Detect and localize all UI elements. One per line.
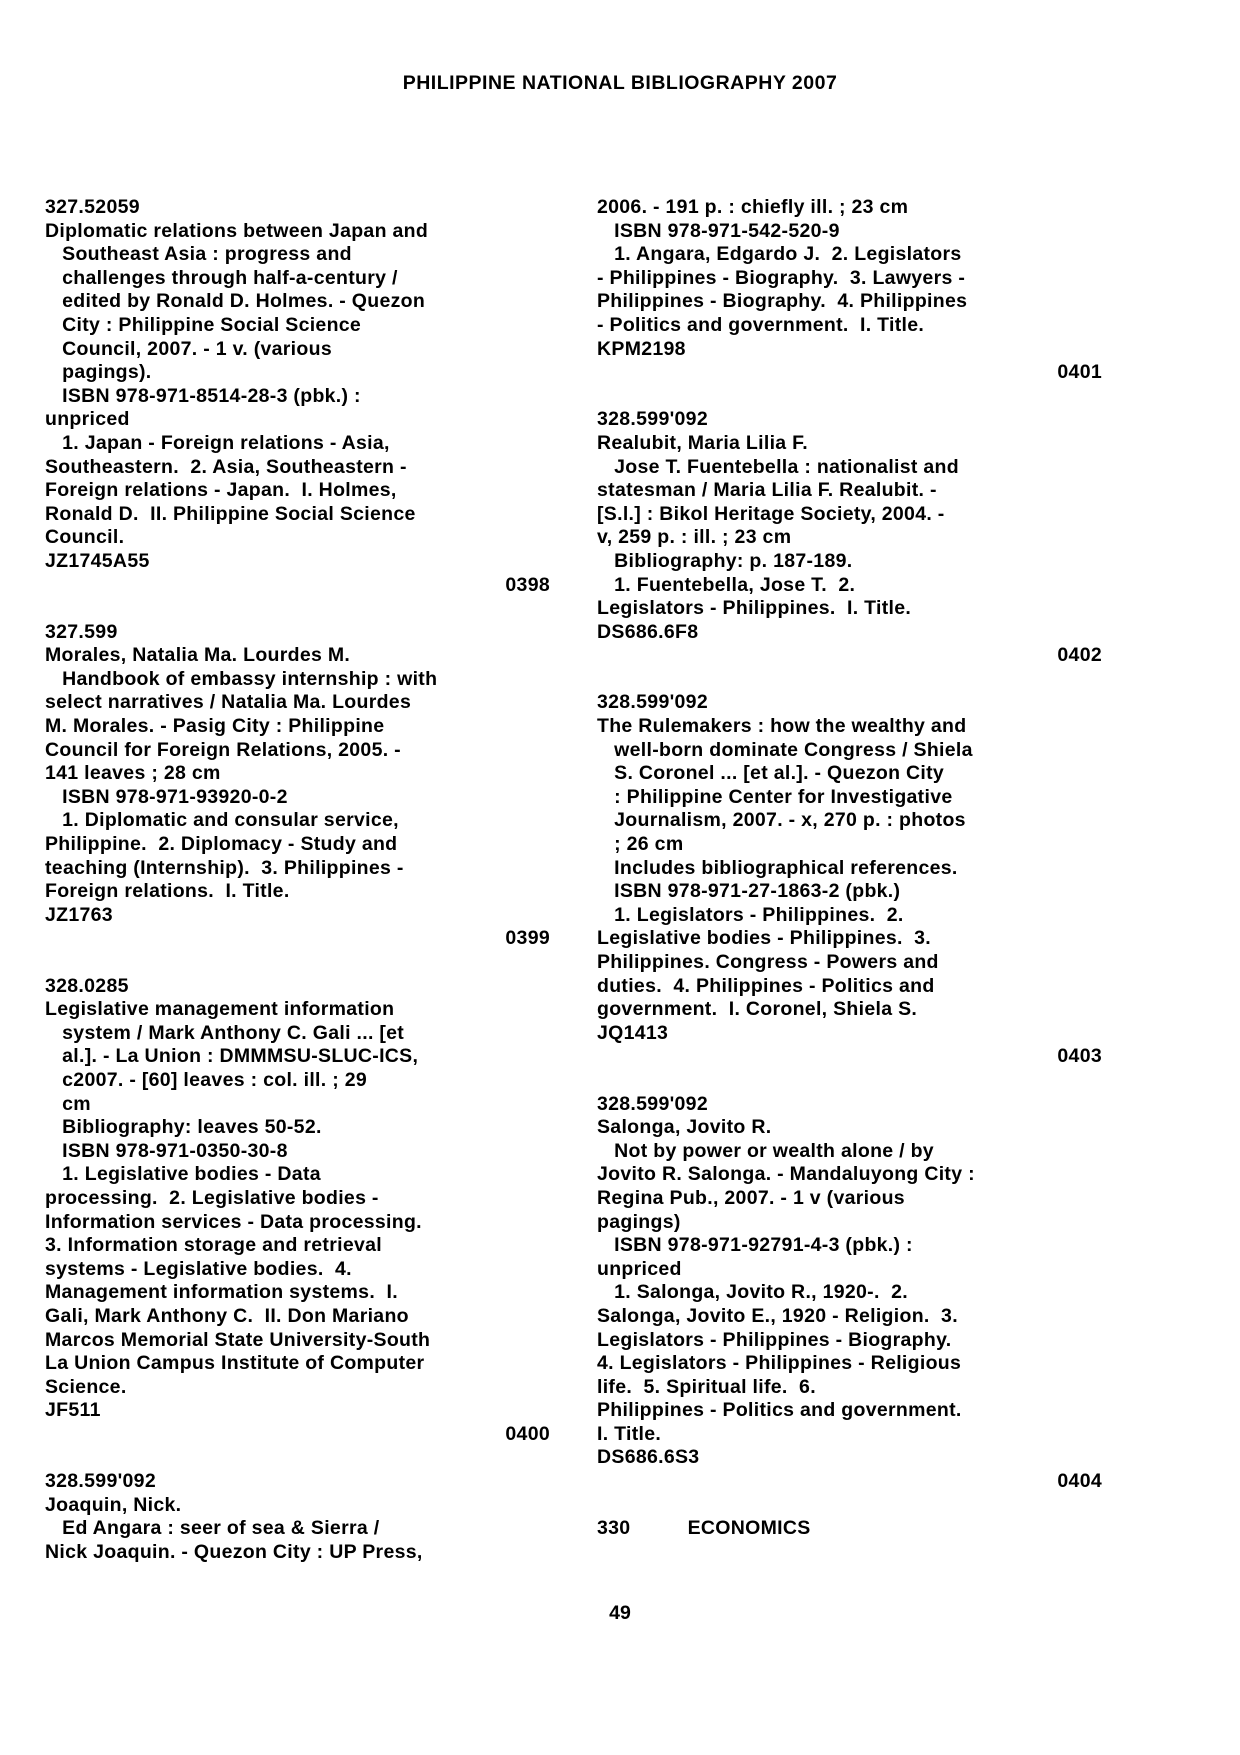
entry-line: pagings) <box>597 1210 681 1233</box>
entry-line: JQ1413 <box>597 1021 669 1044</box>
entry-line: 1. Legislative bodies - Data <box>45 1163 321 1186</box>
entry-line: Philippine. 2. Diplomacy - Study and <box>45 833 398 856</box>
entry-line: edited by Ronald D. Holmes. - Quezon <box>45 290 426 313</box>
entry-line: Not by power or wealth alone / by <box>597 1139 934 1162</box>
left-column <box>45 196 550 1564</box>
bibliography-entry <box>597 691 1102 1092</box>
entry-line: Council for Foreign Relations, 2005. - <box>45 738 401 761</box>
entry-line: processing. 2. Legislative bodies - <box>45 1186 379 1209</box>
entry-line: challenges through half-a-century / <box>45 266 398 289</box>
entry-line: Bibliography: p. 187-189. <box>597 549 853 572</box>
entry-spacer <box>597 1494 1102 1518</box>
entry-line: Salonga, Jovito E., 1920 - Religion. 3. <box>597 1304 958 1327</box>
bibliography-entry <box>597 408 1102 691</box>
entry-number: 0399 <box>505 927 550 950</box>
right-column <box>597 196 1102 1541</box>
entry-line: JZ1745A55 <box>45 549 150 572</box>
entry-classification: 328.599'092 <box>597 1092 708 1115</box>
entry-line: Science. <box>45 1375 127 1398</box>
entry-line: v, 259 p. : ill. ; 23 cm <box>597 526 792 549</box>
entry-line: Philippines - Politics and government. <box>597 1399 962 1422</box>
entry-line: - Politics and government. I. Title. <box>597 313 925 336</box>
entry-line: The Rulemakers : how the wealthy and <box>597 715 967 738</box>
entry-line: Foreign relations - Japan. I. Holmes, <box>45 479 397 502</box>
entry-line: duties. 4. Philippines - Politics and <box>597 974 935 997</box>
entry-line: : Philippine Center for Investigative <box>597 785 953 808</box>
entry-line: Foreign relations. I. Title. <box>45 880 290 903</box>
bibliography-entry <box>597 196 1102 408</box>
entry-classification: 328.0285 <box>45 974 129 997</box>
entry-line: DS686.6S3 <box>597 1446 700 1469</box>
entry-line: Joaquin, Nick. <box>45 1493 182 1516</box>
entry-line: 1. Angara, Edgardo J. 2. Legislators <box>597 243 962 266</box>
entry-line: ISBN 978-971-8514-28-3 (pbk.) : <box>45 384 361 407</box>
entry-line: life. 5. Spiritual life. 6. <box>597 1375 816 1398</box>
page-title: PHILIPPINE NATIONAL BIBLIOGRAPHY 2007 <box>402 72 838 94</box>
entry-line: JZ1763 <box>45 903 113 926</box>
entry-line: Regina Pub., 2007. - 1 v (various <box>597 1186 905 1209</box>
entry-line: Diplomatic relations between Japan and <box>45 219 429 242</box>
entry-line: unpriced <box>597 1257 682 1280</box>
entry-line: Morales, Natalia Ma. Lourdes M. <box>45 644 351 667</box>
entry-number: 0404 <box>1057 1470 1102 1493</box>
entry-classification: 328.599'092 <box>597 691 708 714</box>
entry-line: systems - Legislative bodies. 4. <box>45 1257 352 1280</box>
entry-line: Legislators - Philippines - Biography. <box>597 1328 952 1351</box>
entry-line: Jose T. Fuentebella : nationalist and <box>597 455 959 478</box>
entry-line: [S.l.] : Bikol Heritage Society, 2004. - <box>597 502 945 525</box>
bibliography-entry <box>45 196 550 621</box>
entry-line: cm <box>45 1092 91 1115</box>
entry-spacer <box>45 597 550 621</box>
entry-number: 0400 <box>505 1422 550 1445</box>
entry-line: well-born dominate Congress / Shiela <box>597 738 973 761</box>
entry-line: c2007. - [60] leaves : col. ill. ; 29 <box>45 1068 367 1091</box>
entry-line: Legislative management information <box>45 998 395 1021</box>
entry-line: La Union Campus Institute of Computer <box>45 1352 425 1375</box>
entry-number: 0402 <box>1057 644 1102 667</box>
entry-number: 0401 <box>1057 361 1102 384</box>
entry-line: City : Philippine Social Science <box>45 313 362 336</box>
entry-line: al.]. - La Union : DMMMSU-SLUC-ICS, <box>45 1045 419 1068</box>
entry-line: 1. Salonga, Jovito R., 1920-. 2. <box>597 1281 908 1304</box>
entry-classification: 328.599'092 <box>45 1470 156 1493</box>
entry-line: Council. <box>45 526 125 549</box>
entry-line: ISBN 978-971-92791-4-3 (pbk.) : <box>597 1234 913 1257</box>
entry-spacer <box>597 1069 1102 1093</box>
entry-line: Legislators - Philippines. I. Title. <box>597 597 912 620</box>
entry-spacer <box>45 1446 550 1470</box>
entry-classification: 328.599'092 <box>597 408 708 431</box>
entry-line: Philippines - Biography. 4. Philippines <box>597 290 968 313</box>
entry-line: ISBN 978-971-0350-30-8 <box>45 1139 288 1162</box>
entry-line: system / Mark Anthony C. Gali ... [et <box>45 1021 405 1044</box>
entry-line: Ronald D. II. Philippine Social Science <box>45 502 416 525</box>
entry-line: Council, 2007. - 1 v. (various <box>45 337 332 360</box>
entry-line: KPM2198 <box>597 337 686 360</box>
entry-line: pagings). <box>45 361 152 384</box>
entry-line: Ed Angara : seer of sea & Sierra / <box>45 1517 380 1540</box>
entry-line: ; 26 cm <box>597 833 684 856</box>
entry-line: ISBN 978-971-542-520-9 <box>597 219 840 242</box>
entry-line: unpriced <box>45 408 130 431</box>
entry-classification: 327.599 <box>45 620 118 643</box>
entry-classification: 2006. - 191 p. : chiefly ill. ; 23 cm <box>597 196 909 218</box>
entry-classification: 327.52059 <box>45 196 140 218</box>
entry-line: - Philippines - Biography. 3. Lawyers - <box>597 266 966 289</box>
page-number: 49 <box>609 1602 631 1624</box>
entry-line: Philippines. Congress - Powers and <box>597 951 939 973</box>
bibliography-entry <box>45 621 550 975</box>
section-heading: 330 ECONOMICS <box>597 1517 811 1540</box>
entry-line: JF511 <box>45 1399 101 1422</box>
entry-line: select narratives / Natalia Ma. Lourdes <box>45 691 412 714</box>
entry-line: 3. Information storage and retrieval <box>45 1234 382 1257</box>
entry-line: Legislative bodies - Philippines. 3. <box>597 927 932 950</box>
bibliography-entry <box>45 975 550 1470</box>
entry-spacer <box>597 385 1102 409</box>
entry-line: ISBN 978-971-27-1863-2 (pbk.) <box>597 880 901 903</box>
bibliography-entry <box>45 1470 550 1564</box>
entry-line: Management information systems. I. <box>45 1281 398 1304</box>
entry-line: 1. Diplomatic and consular service, <box>45 809 399 832</box>
entry-line: Gali, Mark Anthony C. II. Don Mariano <box>45 1304 409 1327</box>
entry-line: Nick Joaquin. - Quezon City : UP Press, <box>45 1540 423 1563</box>
entry-line: 1. Fuentebella, Jose T. 2. <box>597 573 856 596</box>
entry-line: Bibliography: leaves 50-52. <box>45 1116 322 1139</box>
entry-line: Handbook of embassy internship : with <box>45 667 438 690</box>
entry-line: Salonga, Jovito R. <box>597 1116 772 1139</box>
entry-line: Journalism, 2007. - x, 270 p. : photos <box>597 809 966 832</box>
entry-line: teaching (Internship). 3. Philippines - <box>45 856 404 879</box>
entry-line: Southeastern. 2. Asia, Southeastern - <box>45 455 407 478</box>
entry-line: statesman / Maria Lilia F. Realubit. - <box>597 479 937 502</box>
entry-line: ISBN 978-971-93920-0-2 <box>45 785 288 808</box>
entry-line: S. Coronel ... [et al.]. - Quezon City <box>597 762 945 785</box>
entry-line: Realubit, Maria Lilia F. <box>597 431 808 454</box>
entry-line: 1. Legislators - Philippines. 2. <box>597 903 904 926</box>
entry-line: 1. Japan - Foreign relations - Asia, <box>45 431 390 454</box>
entry-line: government. I. Coronel, Shiela S. <box>597 998 918 1021</box>
entry-line: Information services - Data processing. <box>45 1210 422 1233</box>
entry-line: 4. Legislators - Philippines - Religious <box>597 1352 962 1375</box>
entry-line: M. Morales. - Pasig City : Philippine <box>45 715 385 738</box>
entry-line: Marcos Memorial State University-South <box>45 1328 431 1351</box>
entry-number: 0403 <box>1057 1045 1102 1068</box>
entry-line: 141 leaves ; 28 cm <box>45 762 221 785</box>
entry-line: I. Title. <box>597 1422 662 1445</box>
entry-line: Southeast Asia : progress and <box>45 243 352 266</box>
bibliography-entry <box>597 1093 1102 1518</box>
entry-line: Jovito R. Salonga. - Mandaluyong City : <box>597 1163 975 1186</box>
entry-line: DS686.6F8 <box>597 620 699 643</box>
entry-spacer <box>597 668 1102 692</box>
entry-spacer <box>45 951 550 975</box>
entry-number: 0398 <box>505 573 550 596</box>
entry-line: Includes bibliographical references. <box>597 856 958 879</box>
